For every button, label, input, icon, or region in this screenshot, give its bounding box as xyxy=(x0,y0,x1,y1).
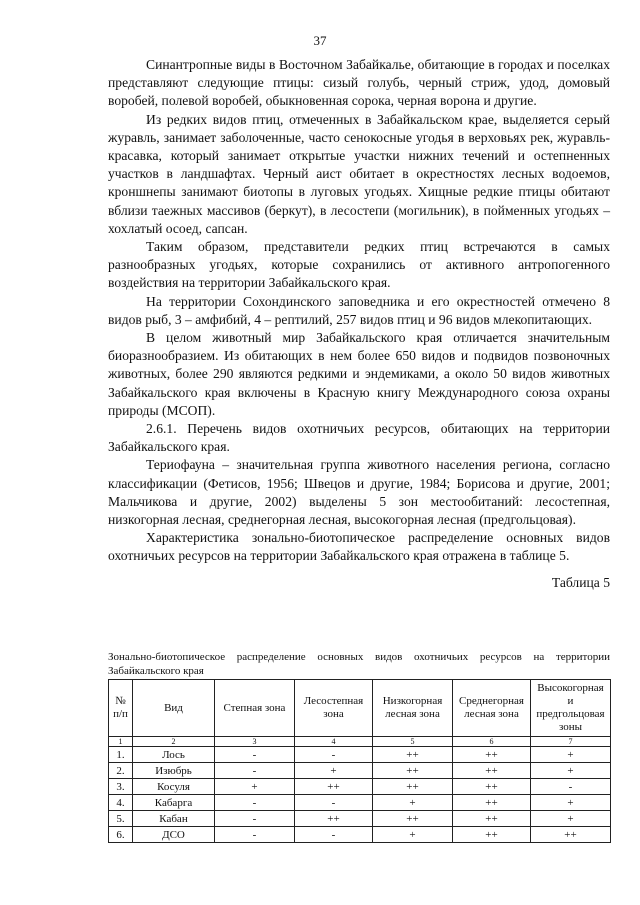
header-highmountain-zone: Высокогорная и предгольцовая зоны xyxy=(531,680,611,737)
document-body xyxy=(108,56,610,592)
paragraph-sokhondo-reserve: На территории Сохондинского заповедника и его окрестностей отмечено 8 видов рыб, 3 – амфибий, 4 – рептилий, 257 видов птиц и 96 видов млекопитающих. xyxy=(108,293,610,327)
paragraph-rare-birds: Из редких видов птиц, отмеченных в Забайкальском крае, выделяется серый журавль, занимает заболоченные, часто сенокосные угодья в верховьях рек, журавль-красавка, который занимает открытые участки нижних течений и остепненных участков в ландшафтах. Черный аист обитает в окрестностях лесных водоемов, кроншнепы занимают биотопы в луговых угодьях. Хищные редкие птицы обитают вблизи таежных массивов (беркут), в лесостепи (могильник), в пойменных угодьях – хохлатый осоед, сапсан. xyxy=(108,111,610,236)
table-label: Таблица 5 xyxy=(551,574,610,590)
paragraph-synanthropic-birds: Синантропные виды в Восточном Забайкалье, обитающие в городах и поселках представляют следующие птицы: сизый голубь, черный стриж, удод, домовый воробей, полевой воробей, обыкновенная сорока, черная ворона и другие. xyxy=(108,57,610,109)
header-midmountain-forest-zone: Среднегорная лесная зона xyxy=(453,680,531,737)
cell-forest-steppe: - xyxy=(295,827,373,843)
paragraph-theriofauna: Териофауна – значительная группа животного населения региона, согласно классификации (Фетисов, 1956; Швецов и другие, 1984; Борисова и другие, 2001; Мальчикова и другие, 2002) выделены 5 зон местообитаний: лесостепная, низкогорная лесная, среднегорная лесная, высокогорная лесная (предгольцовая). xyxy=(108,457,610,528)
column-number: 3 xyxy=(215,737,295,747)
table-title: Зонально-биотопическое распределение основных видов охотничьих ресурсов на территории Забайкальского края xyxy=(108,651,610,677)
cell-lowland-forest: + xyxy=(373,795,453,811)
cell-forest-steppe: ++ xyxy=(295,811,373,827)
cell-highmountain: + xyxy=(531,763,611,779)
cell-steppe: - xyxy=(215,827,295,843)
cell-highmountain: ++ xyxy=(531,827,611,843)
cell-number: 3. xyxy=(109,779,133,795)
cell-species: Кабан xyxy=(133,811,215,827)
cell-species: Косуля xyxy=(133,779,215,795)
column-number: 2 xyxy=(133,737,215,747)
cell-lowland-forest: + xyxy=(373,827,453,843)
column-number-row xyxy=(109,737,611,747)
paragraph-biodiversity: В целом животный мир Забайкальского края отличается значительным биоразнообразием. Из обитающих в нем более 650 видов и подвидов позвоночных животных, более 290 являются редкими и эндемиками, а около 50 видов животных Забайкальского края включены в Красную книгу Международного союза охраны природы (МСОП). xyxy=(108,330,610,418)
section-heading-2-6-1: 2.6.1. Перечень видов охотничьих ресурсов, обитающих на территории Забайкальского края. xyxy=(108,421,610,455)
table-row xyxy=(109,827,611,843)
cell-midmountain-forest: ++ xyxy=(453,795,531,811)
paragraph-table-reference: Характеристика зонально-биотопическое распределение основных видов охотничьих ресурсов на территории Забайкальского края отражена в таблице 5. xyxy=(108,530,610,564)
cell-forest-steppe: - xyxy=(295,795,373,811)
table-row xyxy=(109,763,611,779)
cell-steppe: - xyxy=(215,811,295,827)
cell-species: ДСО xyxy=(133,827,215,843)
cell-lowland-forest: ++ xyxy=(373,779,453,795)
cell-forest-steppe: + xyxy=(295,763,373,779)
cell-highmountain: + xyxy=(531,795,611,811)
cell-number: 5. xyxy=(109,811,133,827)
cell-lowland-forest: ++ xyxy=(373,763,453,779)
cell-midmountain-forest: ++ xyxy=(453,747,531,763)
page-number: 37 xyxy=(313,33,327,48)
header-forest-steppe-zone: Лесостепная зона xyxy=(295,680,373,737)
zonal-distribution-table xyxy=(108,679,611,843)
cell-forest-steppe: - xyxy=(295,747,373,763)
cell-highmountain: + xyxy=(531,747,611,763)
cell-species: Изюбрь xyxy=(133,763,215,779)
cell-species: Лось xyxy=(133,747,215,763)
cell-highmountain: + xyxy=(531,811,611,827)
table-row xyxy=(109,779,611,795)
cell-midmountain-forest: ++ xyxy=(453,779,531,795)
column-number: 1 xyxy=(109,737,133,747)
header-number: № п/п xyxy=(109,680,133,737)
column-number: 4 xyxy=(295,737,373,747)
table-row xyxy=(109,811,611,827)
column-number: 5 xyxy=(373,737,453,747)
cell-number: 6. xyxy=(109,827,133,843)
header-lowland-forest-zone: Низкогорная лесная зона xyxy=(373,680,453,737)
table-row xyxy=(109,795,611,811)
table-row xyxy=(109,747,611,763)
paragraph-conclusion-birds: Таким образом, представители редких птиц встречаются в самых разнообразных угодьях, которые сохранились от активного антропогенного воздействия на территории Забайкальского края. xyxy=(108,239,610,291)
column-number: 6 xyxy=(453,737,531,747)
cell-forest-steppe: ++ xyxy=(295,779,373,795)
table-header-row xyxy=(109,680,611,737)
cell-steppe: - xyxy=(215,763,295,779)
cell-number: 2. xyxy=(109,763,133,779)
table-block xyxy=(108,650,610,843)
cell-steppe: + xyxy=(215,779,295,795)
header-species: Вид xyxy=(133,680,215,737)
cell-number: 4. xyxy=(109,795,133,811)
cell-species: Кабарга xyxy=(133,795,215,811)
header-steppe-zone: Степная зона xyxy=(215,680,295,737)
cell-steppe: - xyxy=(215,795,295,811)
cell-highmountain: - xyxy=(531,779,611,795)
cell-midmountain-forest: ++ xyxy=(453,827,531,843)
cell-lowland-forest: ++ xyxy=(373,747,453,763)
cell-number: 1. xyxy=(109,747,133,763)
cell-midmountain-forest: ++ xyxy=(453,763,531,779)
cell-midmountain-forest: ++ xyxy=(453,811,531,827)
cell-steppe: - xyxy=(215,747,295,763)
column-number: 7 xyxy=(531,737,611,747)
cell-lowland-forest: ++ xyxy=(373,811,453,827)
